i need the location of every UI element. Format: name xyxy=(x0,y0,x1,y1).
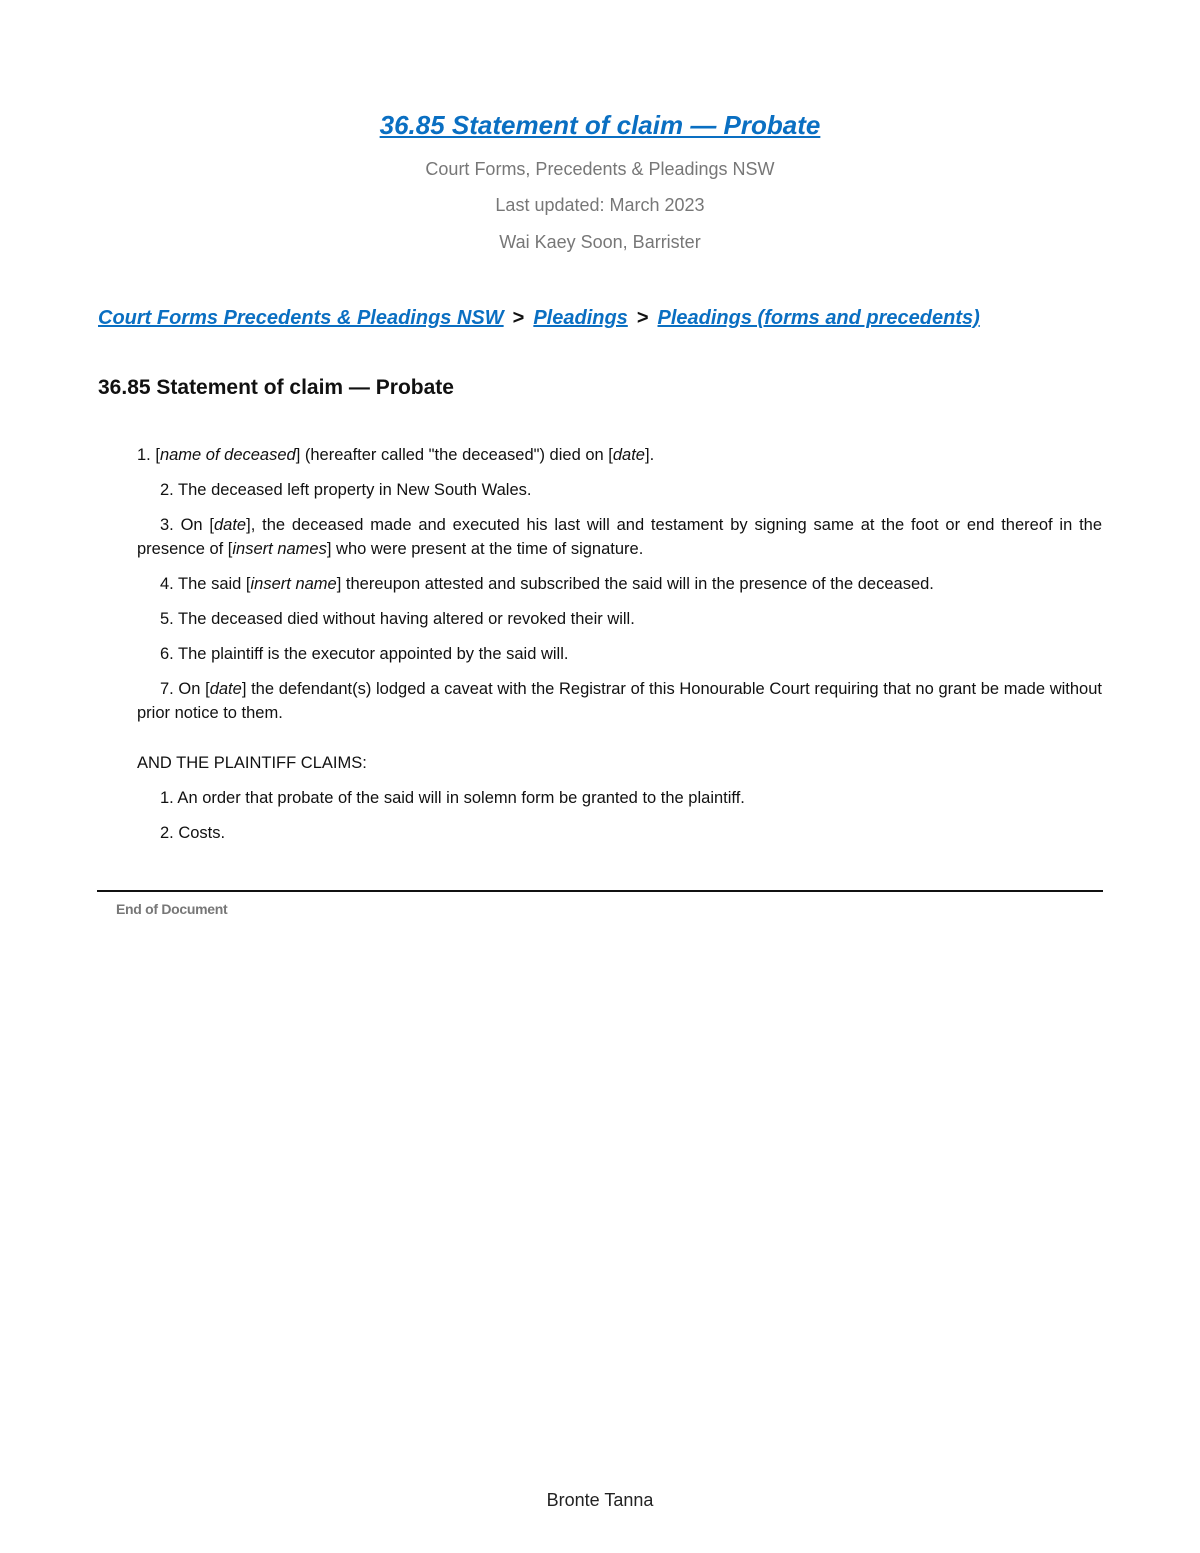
placeholder-text: date xyxy=(214,516,247,534)
breadcrumb-link-forms-precedents[interactable]: Pleadings (forms and precedents) xyxy=(657,307,980,329)
claim-item: 1. An order that probate of the said will in solemn form be granted to the plaintiff. xyxy=(160,789,745,807)
paragraph-6: 6. The plaintiff is the executor appointed by the said will. xyxy=(160,645,569,663)
paragraph-2: 2. The deceased left property in New South Wales. xyxy=(160,481,532,499)
document-body xyxy=(137,443,1102,856)
text: ] who were present at the time of signature. xyxy=(326,540,644,558)
placeholder-text: date xyxy=(612,446,645,464)
text: 4. The said [ xyxy=(160,575,251,593)
paragraph-1 xyxy=(137,443,1102,467)
claim-item: 2. Costs. xyxy=(160,824,226,842)
author: Wai Kaey Soon, Barrister xyxy=(499,232,701,252)
placeholder-text: insert names xyxy=(232,540,327,558)
document-title-link[interactable]: 36.85 Statement of claim — Probate xyxy=(379,110,821,140)
section-heading: 36.85 Statement of claim — Probate xyxy=(98,376,454,399)
breadcrumb xyxy=(98,307,980,330)
text: 3. On [ xyxy=(160,516,214,534)
breadcrumb-separator: > xyxy=(636,307,649,329)
text: ], the deceased made and executed his last will and testament by signing same at the foot or end thereof in the presence of [ xyxy=(137,516,1103,558)
paragraph-5: 5. The deceased died without having altered or revoked their will. xyxy=(160,610,635,628)
end-of-document: End of Document xyxy=(116,901,228,917)
breadcrumb-link-court-forms[interactable]: Court Forms Precedents & Pleadings NSW xyxy=(98,307,504,329)
last-updated: Last updated: March 2023 xyxy=(495,195,705,215)
footer-name: Bronte Tanna xyxy=(546,1490,654,1510)
placeholder-text: name of deceased xyxy=(159,446,296,464)
text: 7. On [ xyxy=(160,680,210,698)
text: ] thereupon attested and subscribed the said will in the presence of the deceased. xyxy=(336,575,934,593)
text: ]. xyxy=(645,446,655,464)
paragraph-7 xyxy=(137,677,1102,725)
text: 1. [ xyxy=(137,446,160,464)
paragraph-4 xyxy=(137,572,1102,596)
breadcrumb-separator: > xyxy=(512,307,525,329)
claims-heading: AND THE PLAINTIFF CLAIMS: xyxy=(137,754,367,772)
breadcrumb-link-pleadings[interactable]: Pleadings xyxy=(533,307,628,329)
publication-name: Court Forms, Precedents & Pleadings NSW xyxy=(425,159,775,179)
text: ] (hereafter called "the deceased") died on [ xyxy=(295,446,613,464)
divider xyxy=(97,890,1103,892)
paragraph-3 xyxy=(137,513,1102,561)
placeholder-text: date xyxy=(209,680,242,698)
placeholder-text: insert name xyxy=(250,575,337,593)
document-title xyxy=(0,110,1200,141)
text: ] the defendant(s) lodged a caveat with the Registrar of this Honourable Court requiring that no grant be made without prior notice to them. xyxy=(137,680,1102,722)
